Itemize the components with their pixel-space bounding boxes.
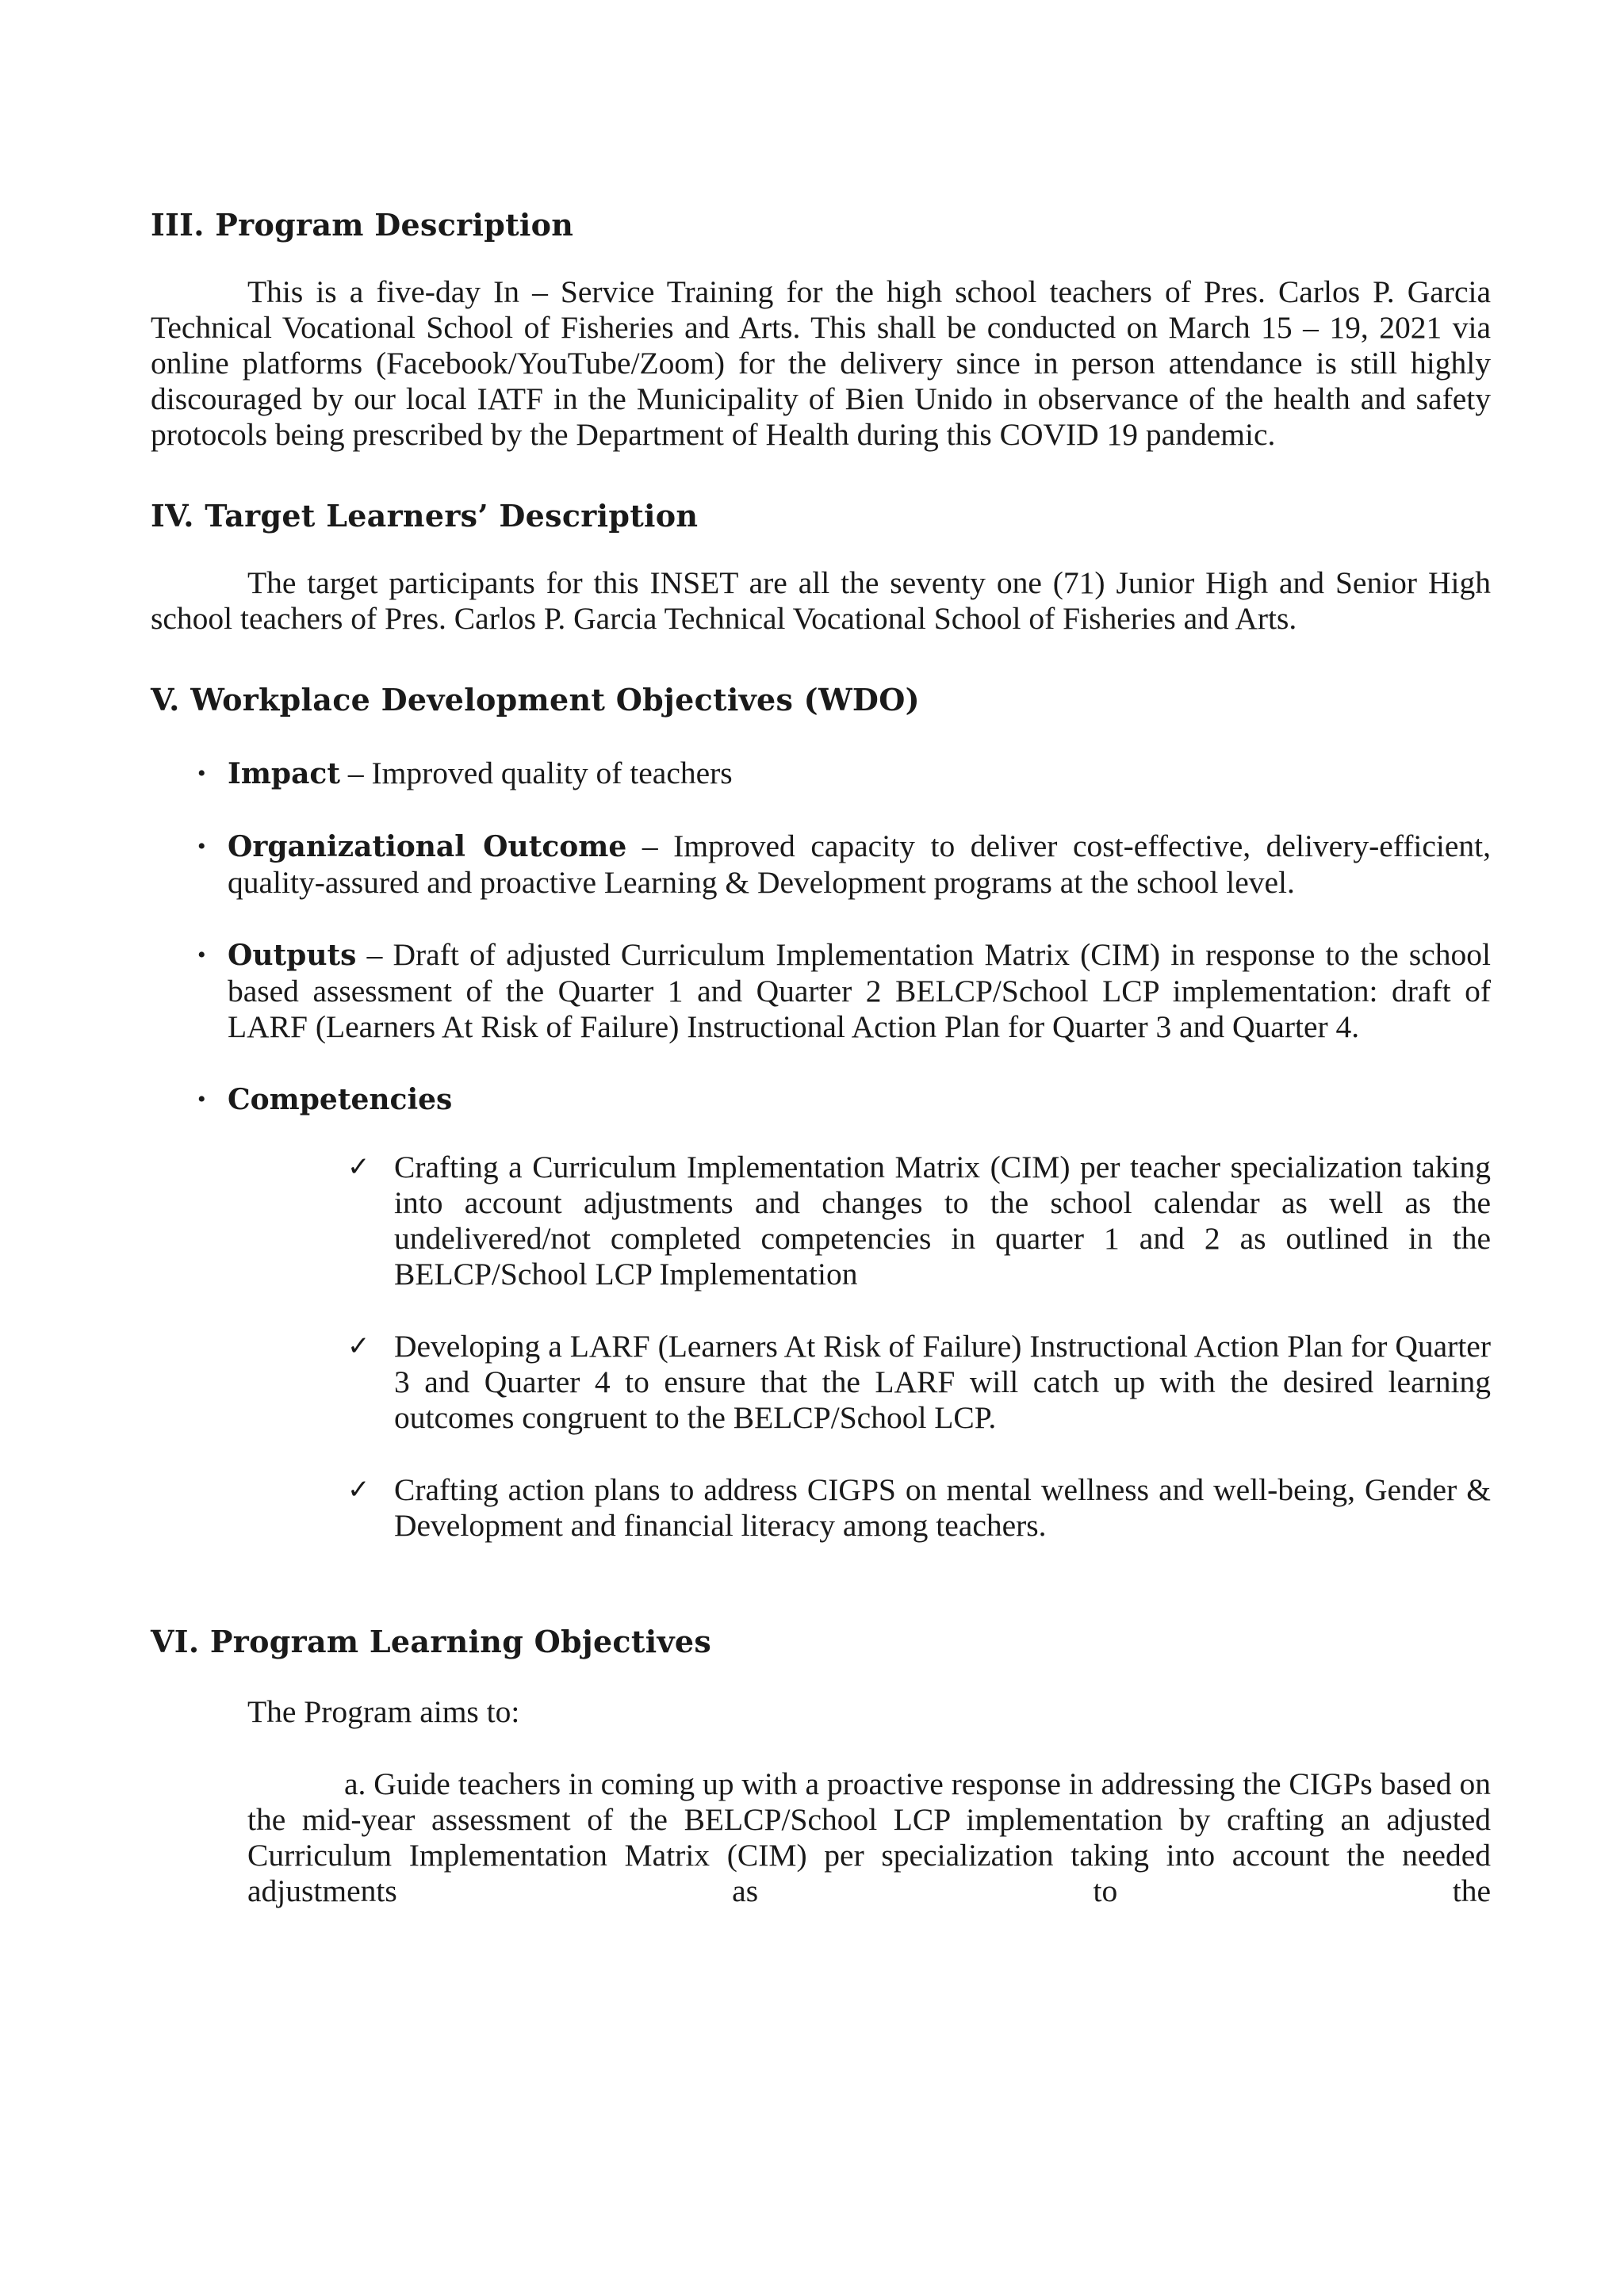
- section-heading-program-learning-objectives: VI. Program Learning Objectives: [151, 1624, 712, 1659]
- wdo-item-label: Outputs: [228, 939, 357, 972]
- learning-objective-a: a. Guide teachers in coming up with a proactive response in addressing the CIGPs based on the mid-year assessment of the BELCP/School LCP implementation by crafting an adjusted Curriculum Implementation Matrix (CIM) per specialization taking into account the needed adjustments as to the: [247, 1766, 1491, 1908]
- checkmark-icon: ✓: [347, 1151, 370, 1183]
- program-description-paragraph: This is a five-day In – Service Training for the high school teachers of Pres. Carlos P. Garcia Technical Vocational School of Fisheries and Arts. This shall be conducted on March 15 – 19, 2021 via online platforms (Facebook/YouTube/Zoom) for the delivery since in person attendance is still highly discouraged by our local IATF in the Municipality of Bien Unido in observance of the health and safety protocols being prescribed by the Department of Health during this COVID 19 pandemic.: [151, 274, 1491, 452]
- competency-item: [151, 1472, 1491, 1544]
- wdo-item-outputs: [151, 937, 1491, 1045]
- bullet-icon: •: [197, 760, 206, 786]
- bullet-icon: •: [197, 1086, 206, 1112]
- checkmark-icon: ✓: [347, 1474, 370, 1506]
- bullet-icon: •: [197, 942, 206, 968]
- learning-objectives-intro: The Program aims to:: [247, 1694, 520, 1729]
- target-learners-paragraph: The target participants for this INSET are all the seventy one (71) Junior High and Senior High school teachers of Pres. Carlos P. Garcia Technical Vocational School of Fisheries and Arts.: [151, 565, 1491, 636]
- competency-text: Developing a LARF (Learners At Risk of Failure) Instructional Action Plan for Quarter 3 and Quarter 4 to ensure that the LARF will catch up with the desired learning outcomes congruent to the BELCP/School LCP.: [394, 1329, 1491, 1435]
- wdo-item-text: – Draft of adjusted Curriculum Implementation Matrix (CIM) in response to the school based assessment of the Quarter 1 and Quarter 2 BELCP/School LCP implementation: draft of LARF (Learners At Risk of Failure) Instructional Action Plan for Quarter 3 and Quarter 4.: [228, 937, 1491, 1044]
- wdo-item-text: – Improved quality of teachers: [339, 756, 733, 790]
- competencies-check-list: [151, 1150, 1491, 1544]
- bullet-icon: •: [197, 833, 206, 859]
- wdo-item-organizational-outcome: [151, 828, 1491, 901]
- wdo-item-label: Impact: [228, 757, 340, 790]
- learning-objectives-block: [247, 1694, 1491, 1909]
- wdo-item-impact: [151, 756, 1491, 792]
- section-heading-target-learners: IV. Target Learners’ Description: [151, 498, 699, 534]
- checkmark-icon: ✓: [347, 1330, 370, 1362]
- wdo-item-competencies: [151, 1081, 1491, 1118]
- competency-item: [151, 1150, 1491, 1292]
- wdo-item-label: Organizational Outcome: [228, 830, 627, 863]
- wdo-item-label: Competencies: [228, 1083, 453, 1116]
- wdo-item-text: – Improved capacity to deliver cost-effective, delivery-efficient, quality-assured and proactive Learning & Development programs at the school level.: [228, 828, 1491, 900]
- wdo-bullet-list: [151, 756, 1491, 1118]
- section-heading-wdo: V. Workplace Development Objectives (WDO): [151, 682, 920, 718]
- competency-text: Crafting a Curriculum Implementation Matrix (CIM) per teacher specialization taking into account adjustments and changes to the school calendar as well as the undelivered/not completed competencies in quarter 1 and 2 as outlined in the BELCP/School LCP Implementation: [394, 1150, 1491, 1292]
- competency-text: Crafting action plans to address CIGPS on mental wellness and well-being, Gender & Development and financial literacy among teachers.: [394, 1472, 1491, 1543]
- competency-item: [151, 1329, 1491, 1436]
- document-page: [151, 208, 1491, 1909]
- section-heading-program-description: III. Program Description: [151, 207, 574, 243]
